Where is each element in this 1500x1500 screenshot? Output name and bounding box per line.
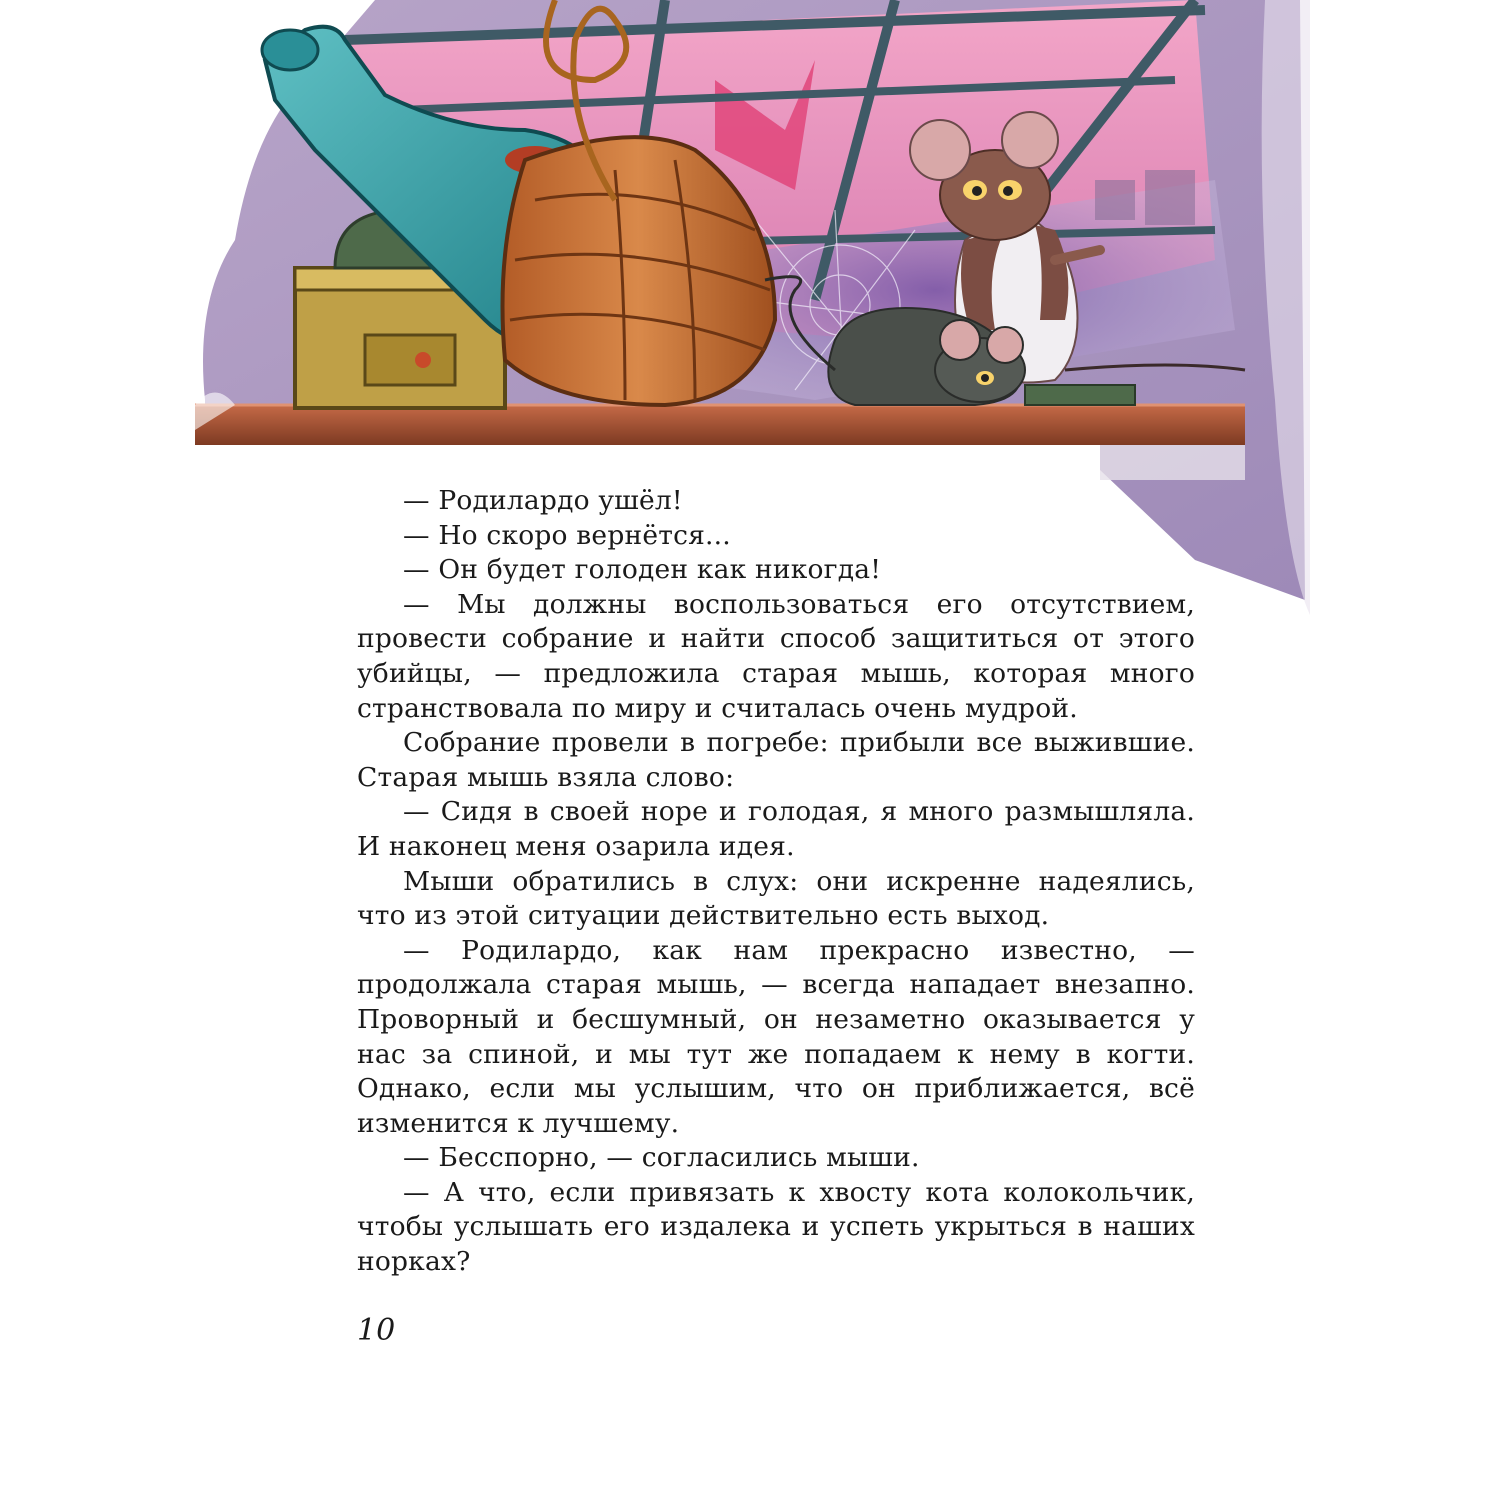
page-number: 10 [357,1313,396,1348]
story-text [357,484,1195,1280]
paragraph: — Сидя в своей норе и голодая, я много размышляла. И наконец меня озарила идея. [357,796,1195,862]
paragraph: — Он будет голоден как никогда! [403,554,882,586]
shelf-icon [195,405,1245,480]
paragraph: — Мы должны воспользоваться его отсутствием, провести собрание и найти способ защититься от этого убийцы, — предложила старая мышь, которая много странствовала по миру и считалась очень мудрой. [357,588,1195,724]
paragraph: Мыши обратились в слух: они искренне надеялись, что из этой ситуации действительно есть выход. [357,865,1195,932]
paragraph: — Родилардо ушёл! [403,485,683,516]
paragraph: — Но скоро вернётся... [403,519,731,551]
paragraph: Собрание провели в погребе: прибыли все выжившие. Старая мышь взяла слово: [357,727,1195,793]
paragraph: — А что, если привязать к хвосту кота колокольчик, чтобы услышать его издалека и успеть укрыться в наших норках? [357,1176,1195,1278]
paragraph: — Бесспорно, — согласились мыши. [403,1142,920,1174]
paragraph: — Родилардо, как нам прекрасно известно, — продолжала старая мышь, — всегда нападает внезапно. Проворный и бесшумный, он незаметно оказывается у нас за спиной, и мы тут же попадаем к нему в когти. Однако, если мы услышим, что он приближается, всё изменится к лучшему. [357,934,1195,1139]
